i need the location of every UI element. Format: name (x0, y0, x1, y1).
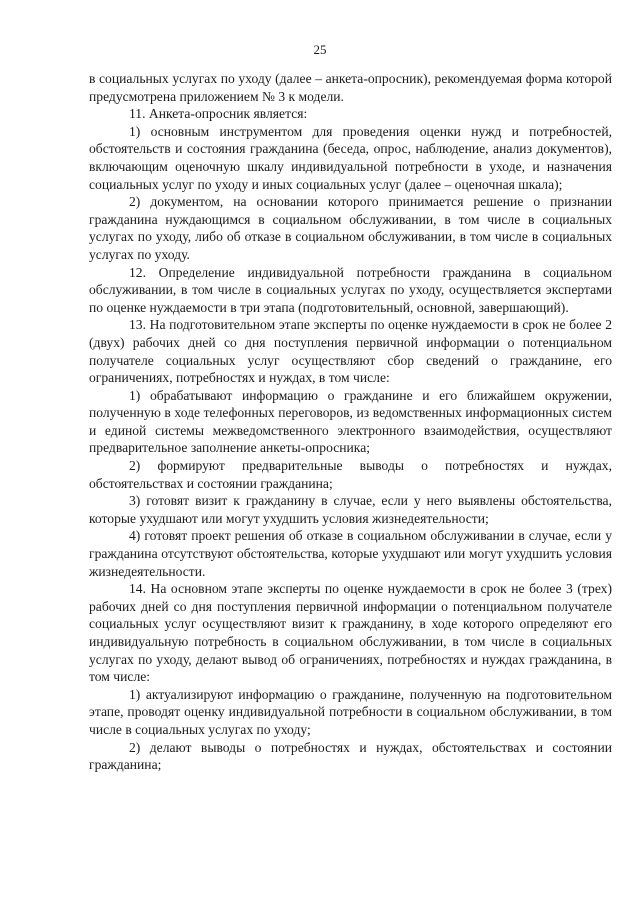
page-number: 25 (313, 42, 327, 57)
paragraph-item-11-1: 1) основным инструментом для проведения оценки нужд и потребностей, обстоятельств и состояния гражданина (беседа, опрос, наблюдение, анализ документов), включающим оценочную шкалу индивидуальной потребности в уходе, и назначения социальных услуг по уходу и иных социальных услуг (далее – оценочная шкала); (89, 123, 612, 192)
paragraph-item-14-2: 2) делают выводы о потребностях и нуждах, обстоятельствах и состоянии гражданина; (89, 739, 612, 773)
paragraph-item-13-1: 1) обрабатывают информацию о гражданине и его ближайшем окружении, полученную в ходе телефонных переговоров, из ведомственных информационных систем и единой системы межведомственного электронного взаимодействия, осуществляют предварительное заполнение анкеты-опросника; (89, 387, 612, 456)
document-body (89, 70, 612, 774)
paragraph-item-11: 11. Анкета-опросник является: (129, 106, 308, 122)
paragraph-item-13-2: 2) формируют предварительные выводы о потребностях и нуждах, обстоятельствах и состоянии гражданина; (89, 458, 612, 491)
paragraph-item-12: 12. Определение индивидуальной потребности гражданина в социальном обслуживании, в том числе в социальных услугах по уходу, осуществляется экспертами по оценке нуждаемости в три этапа (подготовительный, основной, завершающий). (89, 264, 612, 315)
paragraph-item-14-1: 1) актуализируют информацию о гражданине, полученную на подготовительном этапе, проводят оценку индивидуальной потребности в социальном обслуживании, в том числе в социальных услугах по уходу; (89, 686, 612, 737)
paragraph-item-14: 14. На основном этапе эксперты по оценке нуждаемости в срок не более 3 (трех) рабочих дней со дня поступления первичной информации о потенциальном получателе социальных услуг осуществляют визит к гражданину, в ходе которого определяют его индивидуальную потребность в социальном обслуживании, в том числе в социальных услугах по уходу, делают вывод об ограничениях, потребностях и нуждах гражданина, в том числе: (89, 581, 612, 685)
paragraph-item-13-3: 3) готовят визит к гражданину в случае, если у него выявлены обстоятельства, которые ухудшают или могут ухудшить условия жизнедеятельности; (89, 493, 612, 526)
paragraph-item-13-4: 4) готовят проект решения об отказе в социальном обслуживании в случае, если у гражданина отсутствуют обстоятельства, которые ухудшают или могут ухудшить условия жизнедеятельности. (89, 528, 612, 579)
paragraph-item-13: 13. На подготовительном этапе эксперты по оценке нуждаемости в срок не более 2 (двух) рабочих дней со дня поступления первичной информации о потенциальном получателе социальных услуг осуществляют сбор сведений о гражданине, его ограничениях, потребностях и нуждах, в том числе: (89, 317, 612, 386)
paragraph-continuation: в социальных услугах по уходу (далее – анкета-опросник), рекомендуемая форма которой предусмотрена приложением № 3 к модели. (89, 71, 612, 104)
paragraph-item-11-2: 2) документом, на основании которого принимается решение о признании гражданина нуждающимся в социальном обслуживании, в том числе в социальных услугах по уходу, либо об отказе в социальном обслуживании, в том числе в социальных услугах по уходу. (89, 194, 612, 262)
